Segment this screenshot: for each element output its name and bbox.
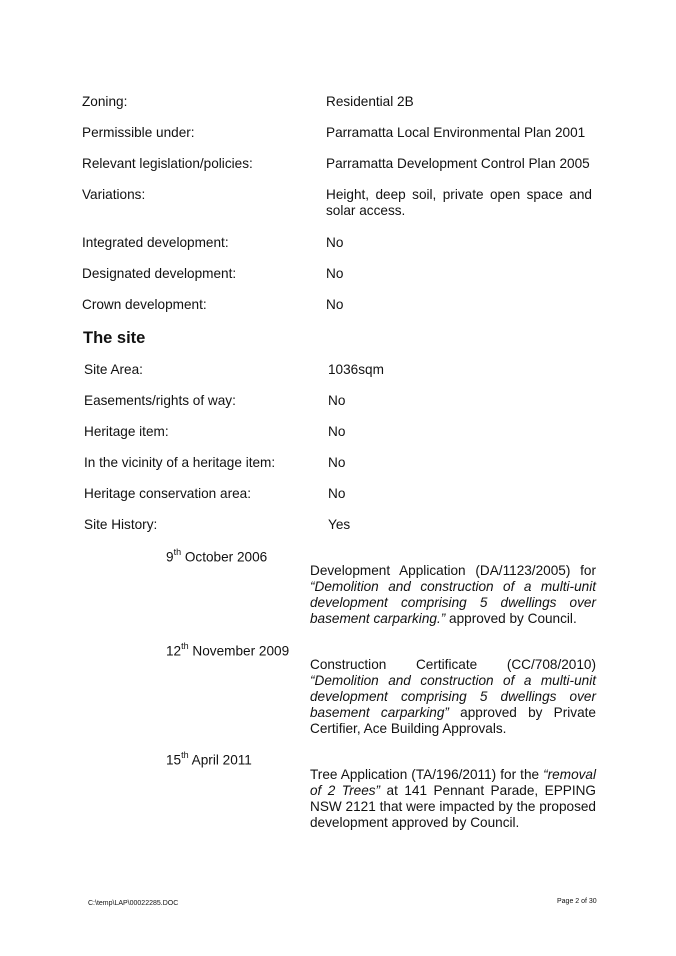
history-date (166, 642, 289, 659)
site-value: 1036sqm (328, 362, 384, 377)
history-month-year: April 2011 (188, 752, 252, 768)
site-value: No (328, 455, 346, 470)
site-value: No (328, 424, 346, 439)
history-day-suffix: th (181, 641, 189, 651)
history-description (310, 563, 596, 627)
history-desc-quote: “removal of 2 Trees” (310, 767, 596, 798)
detail-value: No (326, 297, 344, 312)
history-day-suffix: th (173, 547, 182, 557)
history-date (166, 751, 252, 768)
site-label: In the vicinity of a heritage item: (84, 455, 276, 470)
history-description (310, 767, 596, 831)
detail-label: Variations: (82, 187, 146, 202)
detail-value: Parramatta Development Control Plan 2005 (326, 156, 590, 171)
detail-label: Permissible under: (82, 125, 195, 140)
history-desc-quote: “Demolition and construction of a multi-unit development comprising 5 dwellings over basement carparking” (310, 673, 596, 720)
history-day: 9 (166, 549, 174, 565)
detail-label: Crown development: (82, 297, 207, 312)
site-label: Easements/rights of way: (84, 393, 236, 408)
detail-value: Residential 2B (326, 94, 414, 109)
history-day: 12 (166, 643, 182, 659)
detail-value: Height, deep soil, private open space and solar access. (326, 187, 592, 218)
history-date (166, 548, 267, 565)
history-desc-text: Tree Application (TA/196/2011) for the (310, 767, 544, 782)
history-day: 15 (166, 752, 182, 768)
detail-label: Integrated development: (82, 235, 229, 250)
site-label: Heritage conservation area: (84, 486, 251, 501)
detail-label: Zoning: (82, 94, 128, 109)
detail-label: Relevant legislation/policies: (82, 156, 253, 171)
history-description (310, 657, 596, 737)
history-desc-text: at 141 Pennant Parade, EPPING NSW 2121 that were impacted by the proposed development approved by Council. (310, 783, 596, 830)
history-desc-text: approved by Council. (445, 611, 577, 626)
site-label: Site Area: (84, 362, 143, 377)
site-label: Site History: (84, 517, 158, 532)
history-desc-quote: “Demolition and construction of a multi-unit development comprising 5 dwellings over basement carparking.” (310, 579, 596, 626)
site-label: Heritage item: (84, 424, 169, 439)
history-desc-text: Construction Certificate (CC/708/2010) (310, 657, 596, 672)
detail-label: Designated development: (82, 266, 237, 281)
history-month-year: October 2006 (181, 549, 268, 565)
detail-value: No (326, 235, 344, 250)
history-desc-text: Development Application (DA/1123/2005) for (310, 563, 596, 578)
history-day-suffix: th (181, 750, 189, 760)
site-value: No (328, 486, 346, 501)
detail-value: Parramatta Local Environmental Plan 2001 (326, 125, 586, 140)
history-month-year: November 2009 (188, 643, 290, 659)
site-value: Yes (328, 517, 351, 532)
section-heading: The site (83, 329, 146, 347)
site-value: No (328, 393, 346, 408)
history-desc-text: approved by Private Certifier, Ace Building Approvals. (310, 705, 596, 736)
footer-page-number: Page 2 of 30 (557, 898, 597, 905)
footer-file-path: C:\temp\LAP\00022285.DOC (88, 900, 179, 907)
detail-value: No (326, 266, 344, 281)
